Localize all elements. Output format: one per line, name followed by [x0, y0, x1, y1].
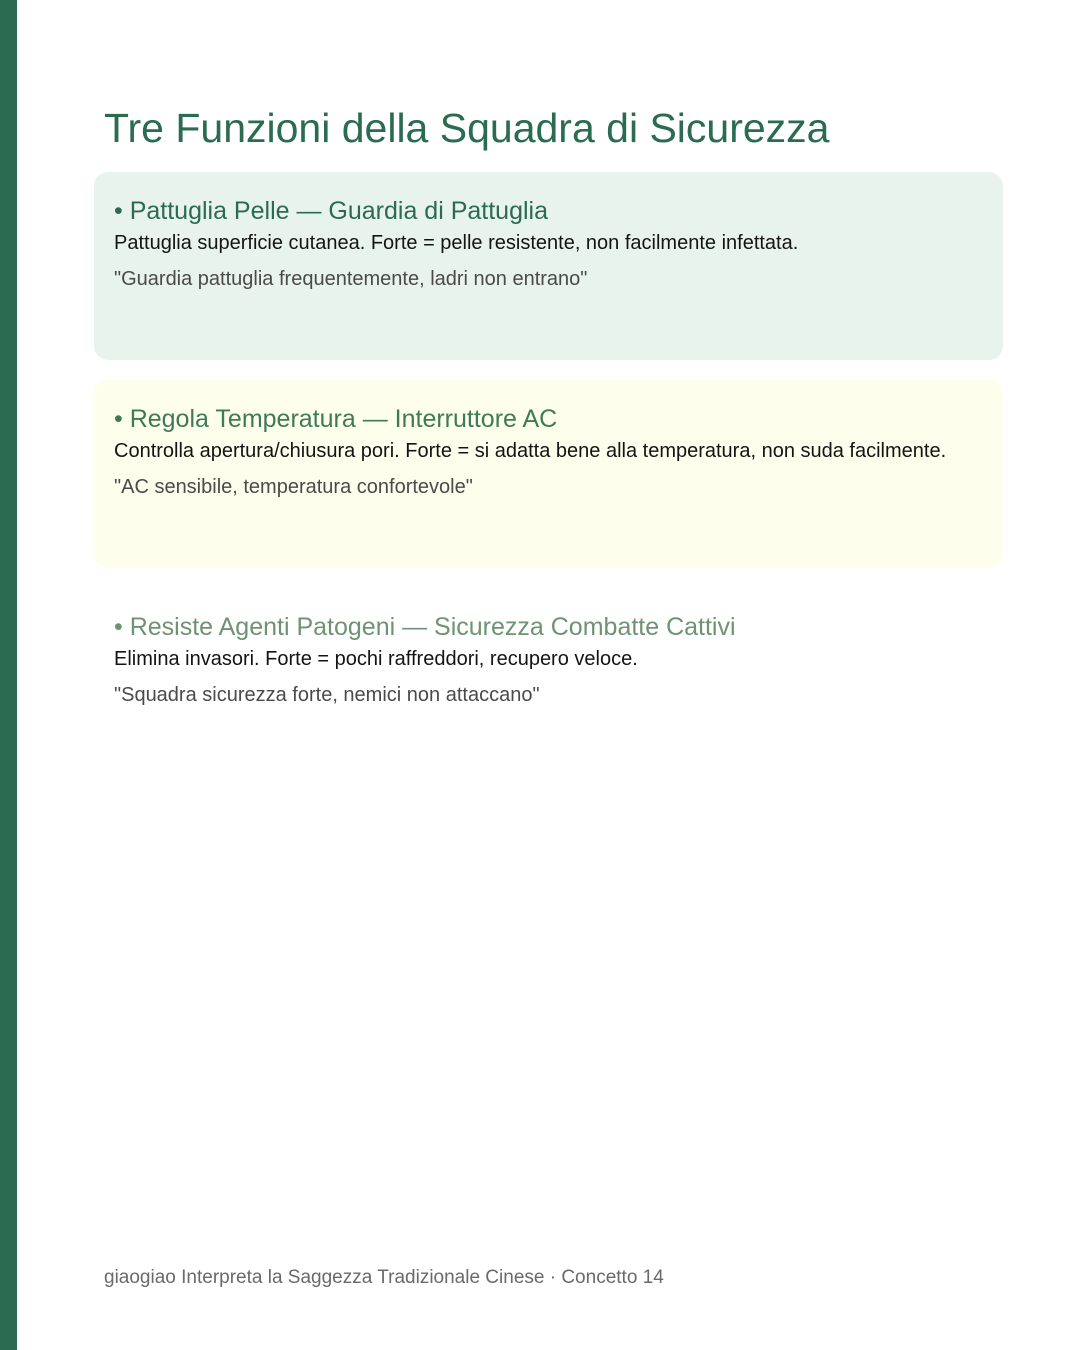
function-card-skin-patrol — [94, 172, 1003, 360]
card-heading: • Pattuglia Pelle — Guardia di Pattuglia — [114, 197, 548, 225]
left-accent-bar — [0, 0, 17, 1350]
card-quote: "Guardia pattuglia frequentemente, ladri non entrano" — [114, 268, 588, 290]
function-card-pathogens — [94, 588, 1003, 776]
card-description: Pattuglia superficie cutanea. Forte = pelle resistente, non facilmente infettata. — [114, 232, 799, 254]
card-heading: • Resiste Agenti Patogeni — Sicurezza Combatte Cattivi — [114, 613, 736, 641]
footer-caption: giaogiao Interpreta la Saggezza Tradizionale Cinese · Concetto 14 — [104, 1267, 664, 1288]
function-card-temperature — [94, 380, 1003, 568]
page-title: Tre Funzioni della Squadra di Sicurezza — [104, 105, 830, 151]
card-description: Controlla apertura/chiusura pori. Forte = si adatta bene alla temperatura, non suda facilmente. — [114, 440, 947, 462]
card-quote: "AC sensibile, temperatura confortevole" — [114, 476, 473, 498]
card-quote: "Squadra sicurezza forte, nemici non attaccano" — [114, 684, 540, 706]
card-description: Elimina invasori. Forte = pochi raffreddori, recupero veloce. — [114, 648, 638, 670]
card-heading: • Regola Temperatura — Interruttore AC — [114, 405, 558, 433]
